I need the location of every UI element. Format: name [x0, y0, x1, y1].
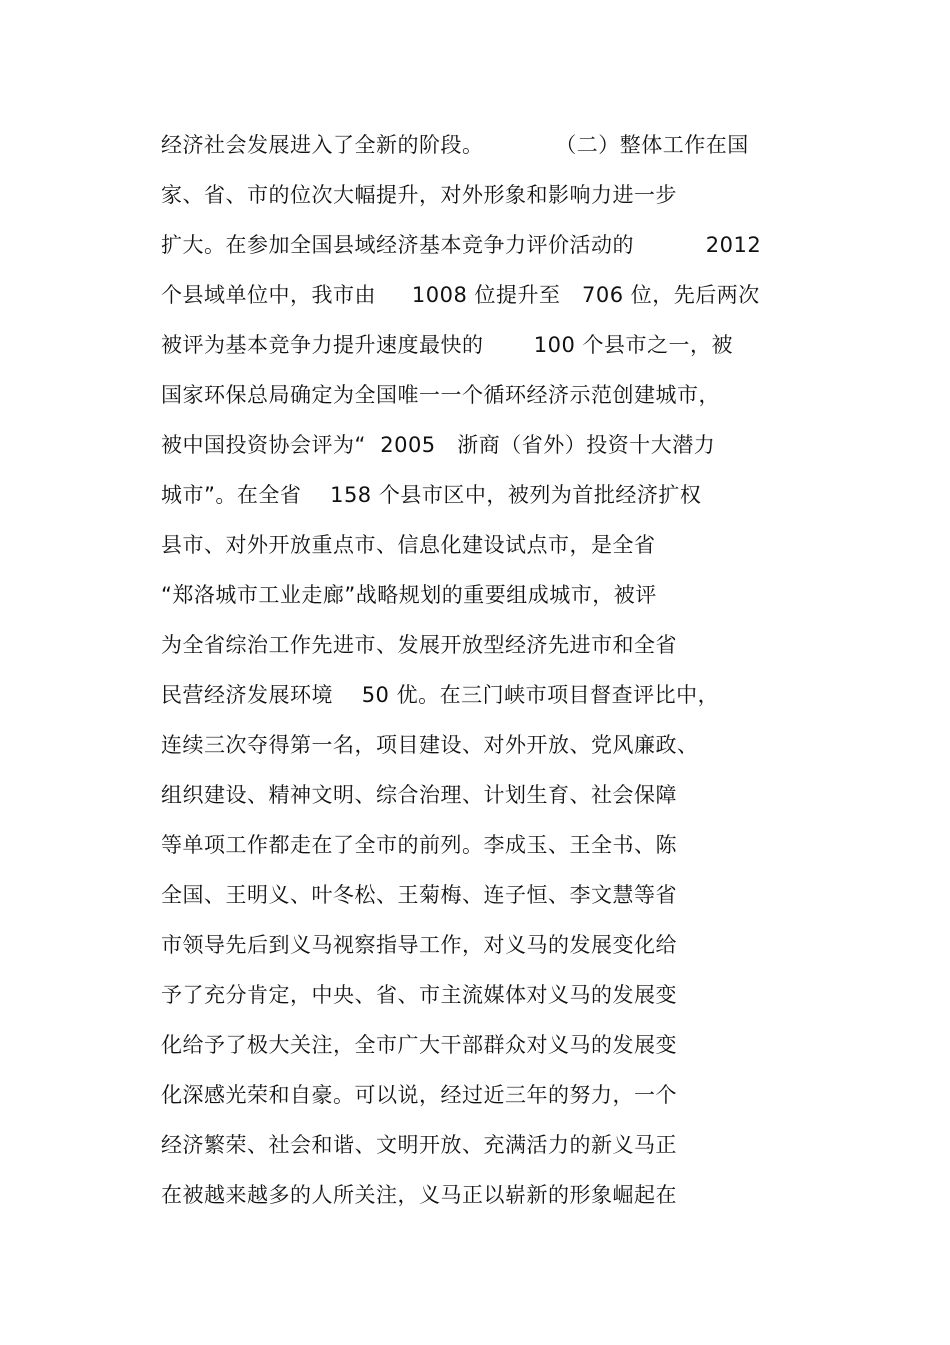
text-line: 被中国投资协会评为“ 2005 浙商（省外）投资十大潜力 — [161, 433, 716, 457]
text-line: 全国、王明义、叶冬松、王菊梅、连子恒、李文慧等省 — [161, 883, 677, 907]
text-line: 县市、对外开放重点市、信息化建设试点市，是全省 — [161, 533, 656, 557]
text-line: “郑洛城市工业走廊”战略规划的重要组成城市，被评 — [161, 583, 657, 607]
text-line: 市领导先后到义马视察指导工作，对义马的发展变化给 — [161, 933, 677, 957]
text-line: 扩大。在参加全国县域经济基本竞争力评价活动的 2012 — [161, 233, 762, 257]
text-line: 民营经济发展环境 50 优。在三门峡市项目督查评比中， — [161, 683, 720, 707]
text-line: 予了充分肯定，中央、省、市主流媒体对义马的发展变 — [161, 983, 677, 1007]
text-line: 经济社会发展进入了全新的阶段。 （二）整体工作在国 — [161, 133, 749, 157]
text-line: 化深感光荣和自豪。可以说，经过近三年的努力，一个 — [161, 1083, 677, 1107]
text-line: 等单项工作都走在了全市的前列。李成玉、王全书、陈 — [161, 833, 677, 857]
text-line: 家、省、市的位次大幅提升，对外形象和影响力进一步 — [161, 183, 677, 207]
text-line: 个县域单位中，我市由 1008 位提升至 706 位，先后两次 — [161, 283, 760, 307]
text-line: 经济繁荣、社会和谐、文明开放、充满活力的新义马正 — [161, 1133, 677, 1157]
text-line: 在被越来越多的人所关注，义马正以崭新的形象崛起在 — [161, 1183, 677, 1207]
text-line: 国家环保总局确定为全国唯一一个循环经济示范创建城市， — [161, 383, 720, 407]
text-line: 被评为基本竞争力提升速度最快的 100 个县市之一，被 — [161, 333, 733, 357]
text-line: 化给予了极大关注，全市广大干部群众对义马的发展变 — [161, 1033, 677, 1057]
text-line: 连续三次夺得第一名，项目建设、对外开放、党风廉政、 — [161, 733, 699, 757]
body-text — [161, 120, 801, 1220]
text-line: 城市”。在全省 158 个县市区中，被列为首批经济扩权 — [161, 483, 702, 507]
text-line: 组织建设、精神文明、综合治理、计划生育、社会保障 — [161, 783, 677, 807]
text-line: 为全省综治工作先进市、发展开放型经济先进市和全省 — [161, 633, 677, 657]
